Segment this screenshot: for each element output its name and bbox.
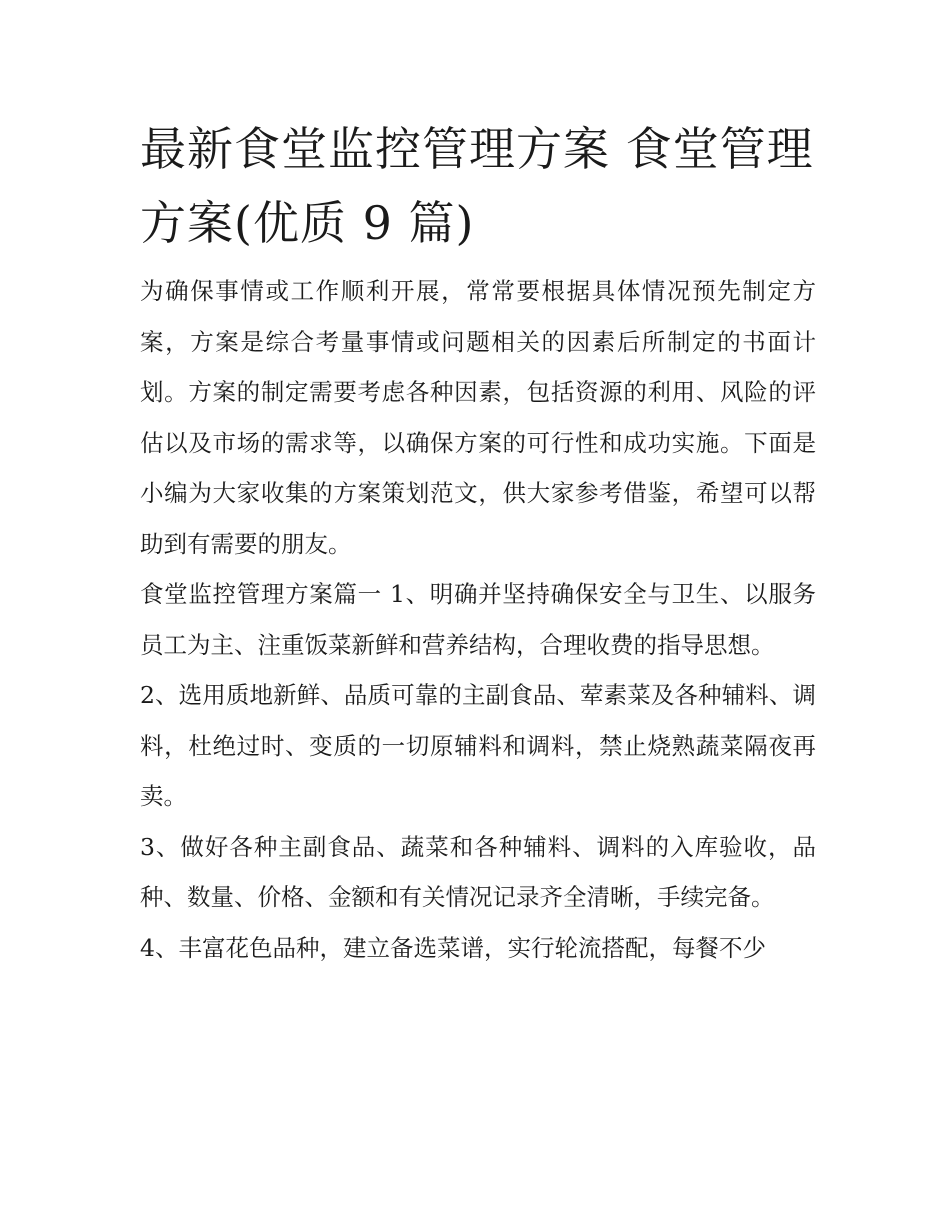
document-page — [140, 112, 816, 973]
paragraph-intro: 为确保事情或工作顺利开展，常常要根据具体情况预先制定方案，方案是综合考量事情或问题相关的因素后所制定的书面计划。方案的制定需要考虑各种因素，包括资源的利用、风险的评估以及市场的需求等，以确保方案的可行性和成功实施。下面是小编为大家收集的方案策划范文，供大家参考借鉴，希望可以帮助到有需要的朋友。 — [140, 277, 816, 558]
paragraph-2: 2、选用质地新鲜、品质可靠的主副食品、荤素菜及各种辅料、调料，杜绝过时、变质的一切原辅料和调料，禁止烧熟蔬菜隔夜再卖。 — [140, 681, 816, 810]
paragraph-1: 食堂监控管理方案篇一 1、明确并坚持确保安全与卫生、以服务员工为主、注重饭菜新鲜和营养结构，合理收费的指导思想。 — [140, 580, 816, 659]
paragraph-4: 4、丰富花色品种，建立备选菜谱，实行轮流搭配，每餐不少 — [140, 933, 766, 962]
document-title: 最新食堂监控管理方案 食堂管理方案(优质 9 篇) — [140, 122, 814, 250]
paragraph-3: 3、做好各种主副食品、蔬菜和各种辅料、调料的入库验收，品种、数量、价格、金额和有关情况记录齐全清晰，手续完备。 — [140, 832, 816, 911]
